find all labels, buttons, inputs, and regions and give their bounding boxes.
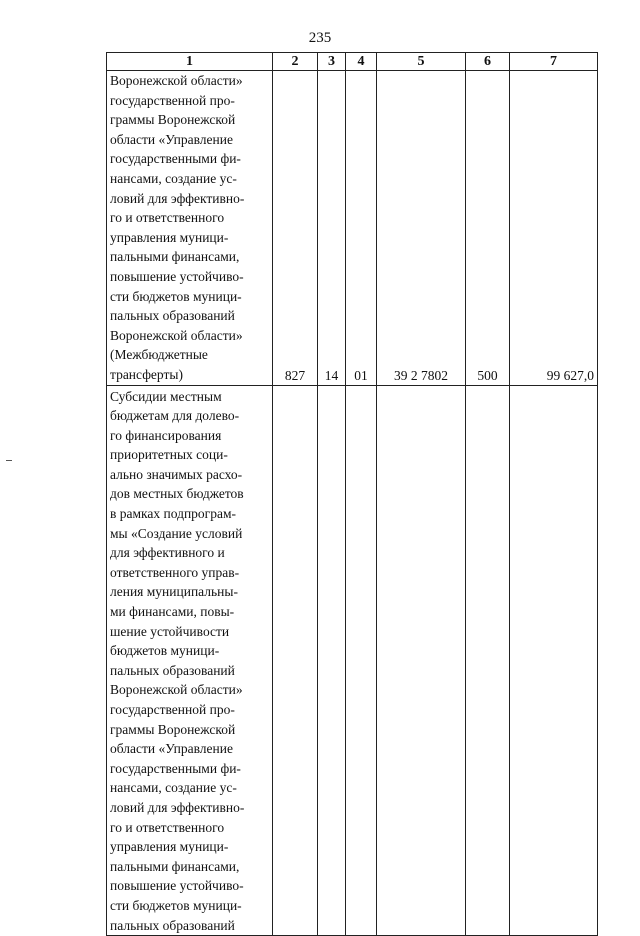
table-row — [107, 385, 598, 936]
budget-table — [106, 52, 598, 936]
row-amount: 99 627,0 — [510, 71, 598, 386]
header-col-7: 7 — [510, 53, 598, 71]
row-code-expense-type — [466, 385, 510, 936]
row-code-expense-type: 500 — [466, 71, 510, 386]
row-description: Воронежской области» государственной про- граммы Воронежской области «Управление государственными фи- нансами, создание ус- ловий для эффективно- го и ответственного управления муници- пальными финансами, повышение устойчиво- сти бюджетов муници- пальных образований Воронежской области» (Межбюджетные трансферты) — [107, 71, 273, 386]
header-col-2: 2 — [273, 53, 318, 71]
header-col-1: 1 — [107, 53, 273, 71]
page-number: 235 — [308, 30, 332, 46]
row-code-subsection: 01 — [346, 71, 377, 386]
header-col-6: 6 — [466, 53, 510, 71]
row-code-section: 14 — [318, 71, 346, 386]
header-col-5: 5 — [377, 53, 466, 71]
table-row — [107, 71, 598, 386]
header-col-3: 3 — [318, 53, 346, 71]
row-code-section — [318, 385, 346, 936]
row-amount — [510, 385, 598, 936]
row-code-subsection — [346, 385, 377, 936]
margin-mark — [6, 460, 12, 461]
header-col-4: 4 — [346, 53, 377, 71]
header-row — [107, 53, 598, 71]
row-code-target: 39 2 7802 — [377, 71, 466, 386]
row-code-ministry: 827 — [273, 71, 318, 386]
row-code-target — [377, 385, 466, 936]
row-description: Субсидии местным бюджетам для долево- го финансирования приоритетных соци- ально значимых расхо- дов местных бюджетов в рамках подпрограм- мы «Создание условий для эффективного и ответственного управ- ления муниципальны- ми финансами, повы- шение устойчивости бюджетов муници- пальных образований Воронежской области» государственной про- граммы Воронежской области «Управление государственными фи- нансами, создание ус- ловий для эффективно- го и ответственного управления муници- пальными финансами, повышение устойчиво- сти бюджетов муници- пальных образований — [107, 385, 273, 936]
row-code-ministry — [273, 385, 318, 936]
